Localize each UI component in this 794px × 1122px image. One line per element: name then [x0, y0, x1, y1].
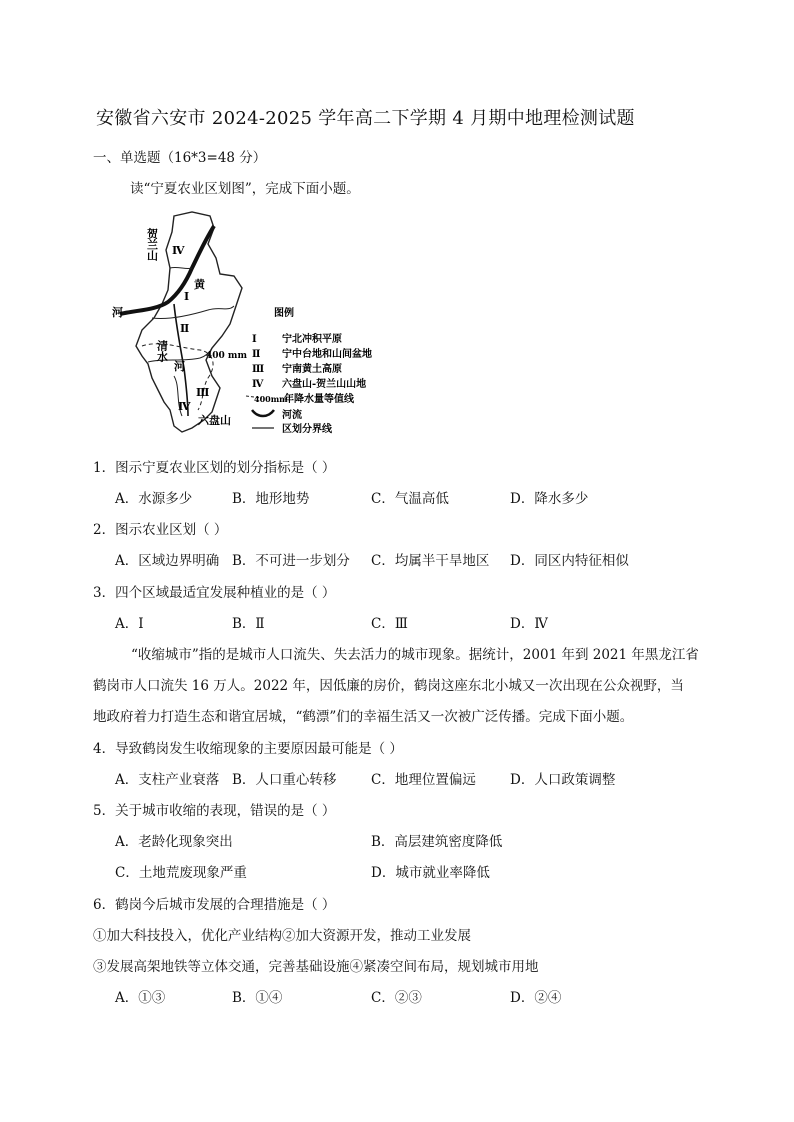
- legend-title: 图例: [274, 308, 294, 319]
- page-title: 安徽省六安市 2024-2025 学年高二下学期 4 月期中地理检测试题: [96, 108, 635, 129]
- map-svg: [112, 206, 392, 438]
- legend-text-1: 宁北冲积平原: [282, 334, 342, 345]
- legend-isohyet-sym: 400mm: [254, 394, 288, 404]
- q4-option-b[interactable]: B．人口重心转移: [232, 772, 337, 788]
- q6-option-b[interactable]: B．①④: [232, 990, 283, 1006]
- legend-river-text: 河流: [282, 410, 302, 421]
- q2-option-d[interactable]: D．同区内特征相似: [510, 553, 629, 569]
- legend-sym-4: Ⅳ: [252, 379, 264, 390]
- boundary-line: [152, 306, 234, 319]
- q1-option-c[interactable]: C．气温高低: [371, 491, 449, 507]
- q3-option-b[interactable]: B．Ⅱ: [232, 616, 265, 632]
- q2-option-c[interactable]: C．均属半干旱地区: [371, 553, 490, 569]
- question-5-stem: 5．关于城市收缩的表现，错误的是（ ）: [93, 803, 336, 819]
- label-region-3: Ⅲ: [196, 386, 210, 399]
- q6-option-d[interactable]: D．②④: [510, 990, 562, 1006]
- q6-option-c[interactable]: C．②③: [371, 990, 422, 1006]
- section-heading: 一、单选题（16*3=48 分）: [93, 150, 267, 166]
- question-4-stem: 4．导致鹤岗发生收缩现象的主要原因最可能是（ ）: [93, 741, 403, 757]
- label-region-4a: Ⅳ: [172, 244, 185, 257]
- yellow-river: [120, 226, 214, 314]
- legend-river-symbol: [252, 410, 274, 416]
- q3-option-d[interactable]: D．Ⅳ: [510, 616, 548, 632]
- question-2-stem: 2．图示农业区划（ ）: [93, 522, 228, 538]
- q5-option-a[interactable]: A．老龄化现象突出: [115, 834, 233, 850]
- label-region-2: Ⅱ: [180, 322, 190, 335]
- legend-sym-1: Ⅰ: [252, 334, 257, 345]
- q5-option-b[interactable]: B．高层建筑密度降低: [371, 834, 503, 850]
- passage-line-1: “收缩城市”指的是城市人口流失、失去活力的城市现象。据统计，2001 年到 2021 年黑龙江省: [131, 647, 699, 663]
- legend-isohyet-text: 年降水量等值线: [284, 394, 354, 405]
- q1-option-d[interactable]: D．降水多少: [510, 491, 589, 507]
- legend-sym-2: Ⅱ: [252, 349, 261, 360]
- legend-text-4: 六盘山-贺兰山山地: [282, 379, 367, 390]
- boundary-line: [170, 267, 192, 268]
- intro-text: 读“宁夏农业区划图”，完成下面小题。: [130, 181, 360, 197]
- legend-text-2: 宁中台地和山间盆地: [282, 349, 372, 360]
- ningxia-agriculture-map: [112, 206, 392, 438]
- map-legend: [246, 306, 372, 435]
- question-6-stem: 6．鹤岗今后城市发展的合理措施是（ ）: [93, 897, 336, 913]
- q6-option-a[interactable]: A．①③: [115, 990, 166, 1006]
- q2-option-b[interactable]: B．不可进一步划分: [232, 553, 350, 569]
- question-1-stem: 1．图示宁夏农业区划的划分指标是（ ）: [93, 460, 336, 476]
- q5-option-d[interactable]: D．城市就业率降低: [371, 865, 490, 881]
- q4-option-d[interactable]: D．人口政策调整: [510, 772, 616, 788]
- q5-option-c[interactable]: C．土地荒废现象严重: [115, 865, 247, 881]
- label-he: 河: [112, 306, 123, 319]
- q1-option-a[interactable]: A．水源多少: [115, 491, 193, 507]
- q3-option-a[interactable]: A．Ⅰ: [115, 616, 144, 632]
- label-region-4b: Ⅳ: [178, 400, 191, 413]
- label-he2: 河: [174, 360, 185, 373]
- label-liupan: 六盘山: [198, 414, 231, 427]
- legend-sym-3: Ⅲ: [252, 364, 265, 375]
- legend-text-3: 宁南黄土高原: [282, 364, 342, 375]
- q6-statements-1: ①加大科技投入，优化产业结构②加大资源开发，推动工业发展: [93, 928, 471, 944]
- legend-boundary-text: 区划分界线: [282, 424, 332, 435]
- passage-line-2: 鹤岗市人口流失 16 万人。2022 年，因低廉的房价，鹤岗这座东北小城又一次出现在公众视野，当: [93, 678, 684, 694]
- q3-option-c[interactable]: C．Ⅲ: [371, 616, 408, 632]
- label-qingshui: 清水: [155, 340, 169, 362]
- label-isohyet: 400 mm: [206, 351, 247, 361]
- q2-option-a[interactable]: A．区域边界明确: [115, 553, 220, 569]
- label-region-1: Ⅰ: [184, 290, 190, 303]
- label-huang: 黄: [194, 278, 205, 291]
- label-helan: 贺兰山: [145, 228, 159, 261]
- passage-line-3: 地政府着力打造生态和谐宜居城，“鹤漂”们的幸福生活又一次被广泛传播。完成下面小题。: [93, 709, 634, 725]
- q4-option-c[interactable]: C．地理位置偏远: [371, 772, 476, 788]
- q6-statements-2: ③发展高架地铁等立体交通，完善基础设施④紧凑空间布局，规划城市用地: [93, 959, 539, 975]
- q1-option-b[interactable]: B．地形地势: [232, 491, 310, 507]
- question-3-stem: 3．四个区域最适宜发展种植业的是（ ）: [93, 585, 336, 601]
- q4-option-a[interactable]: A．支柱产业衰落: [115, 772, 220, 788]
